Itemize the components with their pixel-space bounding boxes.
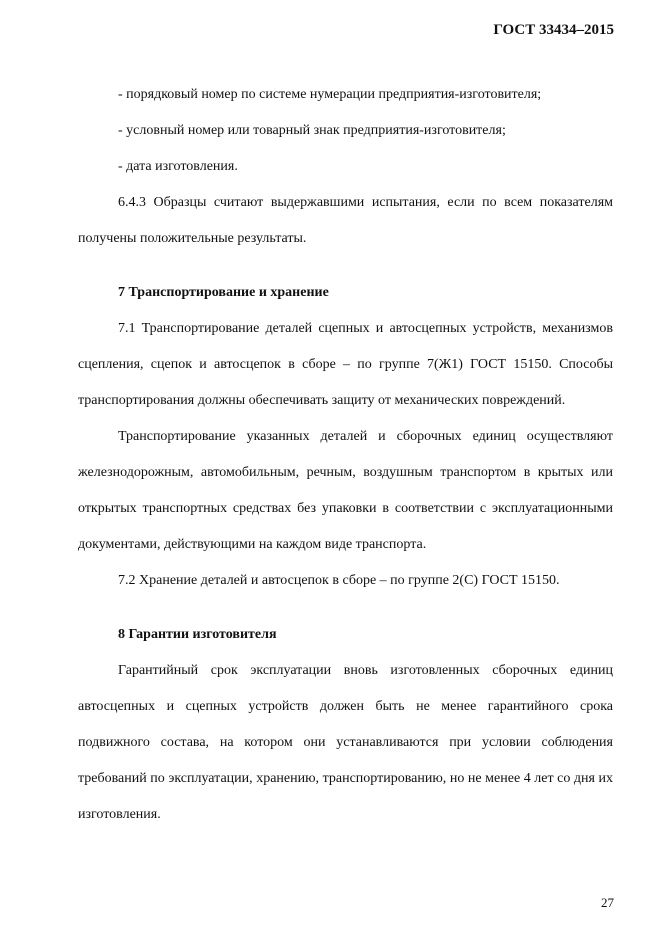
list-item: - порядковый номер по системе нумерации предприятия-изготовителя; (118, 87, 542, 102)
document-header: ГОСТ 33434–2015 (493, 22, 614, 38)
section-8-heading: 8 Гарантии изготовителя (118, 627, 277, 642)
list-item: - дата изготовления. (118, 159, 238, 174)
paragraph-7-1: 7.1 Транспортирование деталей сцепных и автосцепных устройств, механизмов сцепления, сцепок и автосцепок в сборе – по группе 7(Ж1) ГОСТ 15150. Способы транспортирования должны обеспечивать защиту от механических повреждений. (78, 321, 613, 408)
paragraph-7-2: 7.2 Хранение деталей и автосцепок в сборе – по группе 2(С) ГОСТ 15150. (118, 573, 560, 588)
paragraph-8: Гарантийный срок эксплуатации вновь изготовленных сборочных единиц автосцепных и сцепных устройств должен быть не менее гарантийного срока подвижного состава, на котором они устанавливаются при условии соблюдения требований по эксплуатации, хранению, транспортированию, но не менее 4 лет со дня их изготовления. (78, 663, 613, 822)
section-7-heading: 7 Транспортирование и хранение (118, 285, 329, 300)
document-body (78, 77, 613, 833)
list-item: - условный номер или товарный знак предприятия-изготовителя; (118, 123, 506, 138)
paragraph-7-1-b: Транспортирование указанных деталей и сборочных единиц осуществляют железнодорожным, автомобильным, речным, воздушным транспортом в крытых или открытых транспортных средствах без упаковки в соответствии с эксплуатационными документами, действующими на каждом виде транспорта. (78, 429, 613, 552)
page-number: 27 (601, 895, 614, 910)
paragraph-6-4-3: 6.4.3 Образцы считают выдержавшими испытания, если по всем показателям получены положительные результаты. (78, 195, 613, 246)
